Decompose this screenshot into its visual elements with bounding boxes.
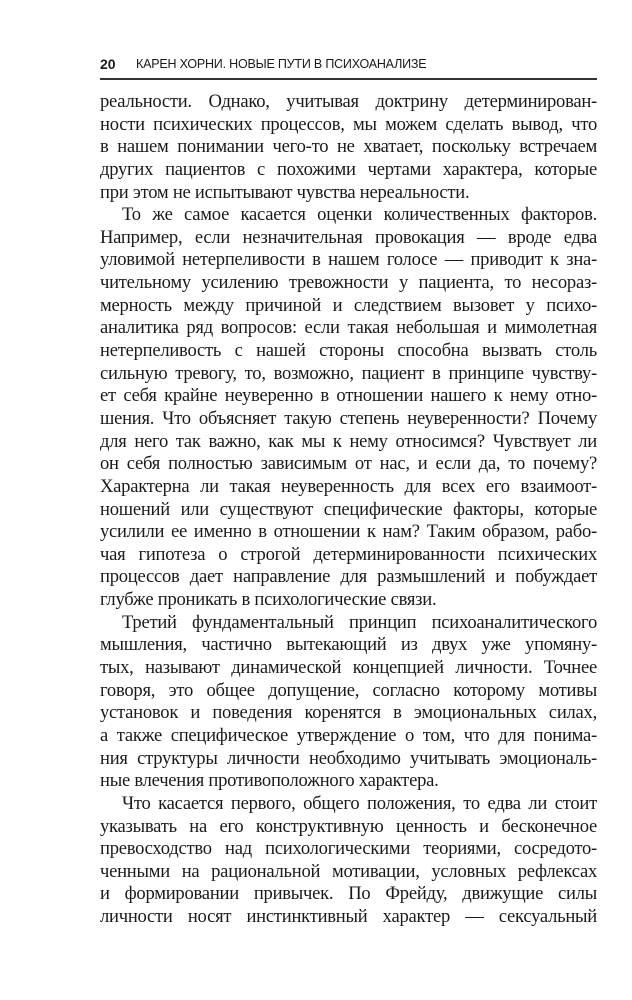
running-title: КАРЕН ХОРНИ. НОВЫЕ ПУТИ В ПСИХОАНАЛИЗЕ [136, 57, 427, 71]
text-line: он себя полностью зависимым от нас, и если да, то почему? [100, 453, 597, 475]
text-line: мерность между причиной и следствием вызовет у психо- [100, 294, 597, 316]
text-line: процессов дает направление для размышлений и побуждает [100, 566, 597, 588]
text-line: тых, называют динамической концепцией личности. Точнее [100, 657, 597, 679]
text-line: усилили ее именно в отношении к нам? Таким образом, рабо- [100, 521, 597, 543]
body-text [100, 91, 597, 929]
text-line: превосходство над психологическими теориями, сосредото- [100, 838, 597, 860]
text-line: при этом не испытывают чувства нереальности. [100, 181, 470, 203]
text-line: реальности. Однако, учитывая доктрину детерминирован- [100, 91, 597, 112]
text-line: ния структуры личности необходимо учитывать эмоциональ- [100, 747, 597, 769]
text-line: ности психических процессов, мы можем сделать вывод, что [100, 113, 597, 135]
text-line: установок и поведения коренятся в эмоциональных силах, [100, 702, 597, 724]
text-line: аналитика ряд вопросов: если такая небольшая и мимолетная [100, 317, 597, 339]
text-line: чая гипотеза о строгой детерминированности психических [100, 543, 597, 565]
running-header [100, 52, 597, 80]
text-line: нетерпеливость с нашей стороны способна вызвать столь [100, 340, 597, 362]
text-line: То же самое касается оценки количественных факторов. [122, 204, 597, 226]
text-line: чительному усилению тревожности у пациента, то несораз- [100, 272, 597, 294]
text-line: а также специфическое утверждение о том, что для понима- [100, 724, 597, 746]
text-line: Характерна ли такая неуверенность для всех его взаимоот- [100, 475, 597, 497]
text-line: Что касается первого, общего положения, то едва ли стоит [122, 792, 597, 814]
text-line: других пациентов с похожими чертами характера, которые [100, 158, 597, 180]
text-line: в нашем понимании чего-то не хватает, поскольку встречаем [100, 136, 597, 158]
text-line: сильную тревогу, то, возможно, пациент в принципе чувству- [100, 362, 597, 384]
text-line: Третий фундаментальный принцип психоаналитического [122, 611, 597, 633]
text-line: шения. Что объясняет такую степень неуверенности? Почему [100, 407, 597, 429]
text-line: глубже проникать в психологические связи. [100, 589, 437, 611]
text-line: мышления, частично вытекающий из двух уже упомяну- [100, 634, 597, 656]
text-line: ченными на рациональной мотивации, условных рефлексах [100, 860, 597, 882]
text-line: ношений или существуют специфические факторы, которые [100, 498, 597, 520]
text-line: ет себя крайне неуверенно в отношении нашего к нему отно- [100, 385, 597, 407]
text-line: Например, если незначительная провокация — вроде едва [100, 226, 597, 248]
text-line: говоря, это общее допущение, согласно которому мотивы [100, 679, 597, 701]
text-line: ные влечения противоположного характера. [100, 770, 439, 792]
page-number: 20 [100, 56, 116, 72]
text-line: для него так важно, как мы к нему относимся? Чувствует ли [100, 430, 597, 452]
text-line: и формировании привычек. По Фрейду, движущие силы [100, 883, 597, 905]
text-line: уловимой нетерпеливости в нашем голосе — приводит к зна- [100, 249, 597, 271]
text-line: личности носят инстинктивный характер — сексуальный [100, 906, 597, 928]
text-line: указывать на его конструктивную ценность и бесконечное [100, 815, 597, 837]
